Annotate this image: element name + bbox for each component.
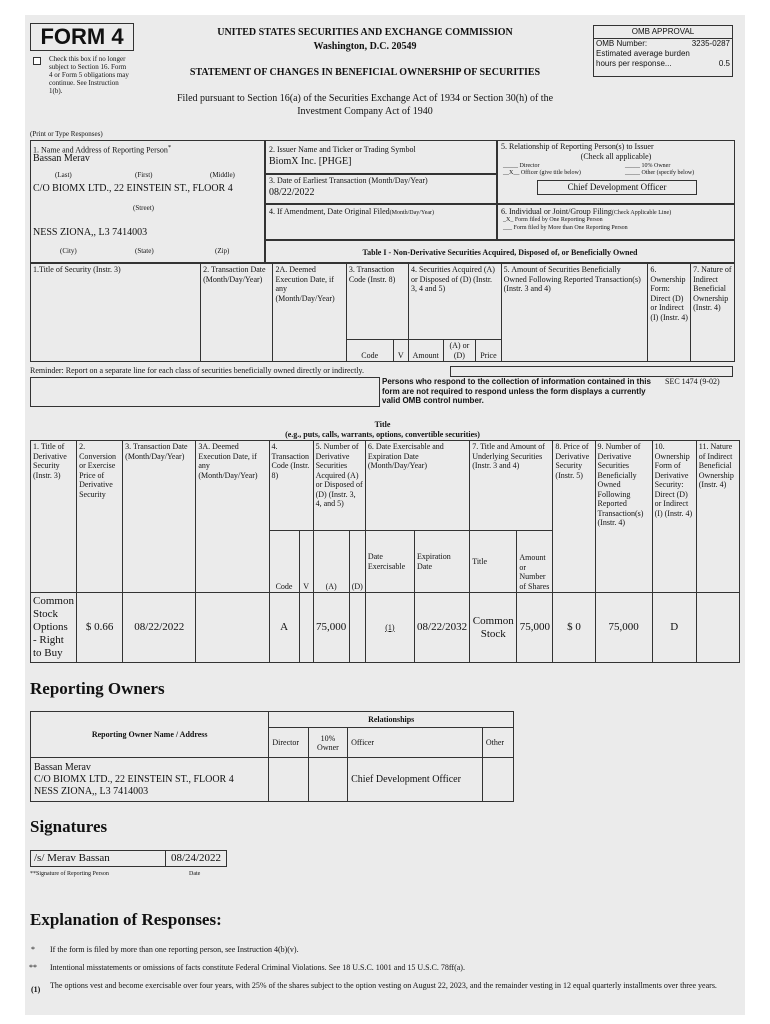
middle-label: (Middle) <box>210 171 235 179</box>
row-owned: 75,000 <box>595 593 652 663</box>
owner-other <box>482 758 513 802</box>
t2-h4: 4. Transaction Code (Instr. 8) <box>269 441 313 531</box>
explanation-heading: Explanation of Responses: <box>30 910 222 929</box>
signature-label: **Signature of Reporting Person <box>30 871 109 877</box>
owner-10pct <box>308 758 347 802</box>
note-3-mark: (1) <box>31 985 41 994</box>
omb-number-label: OMB Number: <box>596 39 648 48</box>
owner10-checkbox[interactable]: _____ 10% Owner <box>625 163 671 169</box>
section-5-sub: (Check all applicable) <box>580 152 652 161</box>
t2-h7: 7. Title and Amount of Underlying Securities (Instr. 3 and 4) <box>470 441 553 531</box>
table-1 <box>30 263 735 362</box>
street-address: C/O BIOMX LTD., 22 EINSTEIN ST., FLOOR 4 <box>33 183 233 194</box>
t1-h2: 2. Transaction Date (Month/Day/Year) <box>201 264 273 362</box>
owner-name: Bassan Merav <box>34 761 91 773</box>
t2-h3a: 3A. Deemed Execution Date, if any (Month/Day/Year) <box>196 441 269 593</box>
t2-h8: 8. Price of Derivative Security (Instr. 5) <box>553 441 595 593</box>
agency-name: UNITED STATES SECURITIES AND EXCHANGE COMMISSION <box>217 27 513 38</box>
last-label: (Last) <box>55 171 72 179</box>
section-2-label: 2. Issuer Name and Ticker or Trading Symbol <box>269 145 416 154</box>
city-address: NESS ZIONA,, L3 7414003 <box>33 227 148 238</box>
section-6-label: 6. Individual or Joint/Group Filing(Check Applicable Line) <box>501 207 672 216</box>
owners-col-10pct: 10% Owner <box>308 728 347 758</box>
t1-code: Code <box>346 340 393 362</box>
section-5-label: 5. Relationship of Reporting Person(s) to Issuer <box>501 142 654 151</box>
t1-h6: 6. Ownership Form: Direct (D) or Indirect (I) (Instr. 4) <box>648 264 691 362</box>
print-type-note: (Print or Type Responses) <box>30 130 103 138</box>
t2-title: Title <box>470 531 517 593</box>
row-conversion-price: $ 0.66 <box>77 593 123 663</box>
sec-form-number: SEC 1474 (9-02) <box>665 377 720 386</box>
reporting-person-name: Bassan Merav <box>33 153 90 164</box>
omb-title: OMB APPROVAL <box>594 26 732 39</box>
t2-h11: 11. Nature of Indirect Beneficial Ownership (Instr. 4) <box>696 441 739 593</box>
row-ownership-form: D <box>652 593 696 663</box>
row-v <box>299 593 313 663</box>
owner-address-line1: C/O BIOMX LTD., 22 EINSTEIN ST., FLOOR 4 <box>34 773 234 785</box>
other-checkbox[interactable]: _____ Other (specify below) <box>625 170 695 176</box>
table-2-subtitle: (e.g., puts, calls, warrants, options, convertible securities) <box>285 430 480 439</box>
filed-pursuant-line1: Filed pursuant to Section 16(a) of the Securities Exchange Act of 1934 or Section 30(h) of the <box>176 93 554 104</box>
zip-label: (Zip) <box>215 247 230 255</box>
omb-approval-box <box>593 25 733 77</box>
owners-col-director: Director <box>269 728 308 758</box>
note-3-text: The options vest and become exercisable over four years, with 25% of the shares subject to the option vesting on August 22, 2023, and the remainder vesting in 12 equal quarterly installments over three years. <box>50 981 717 990</box>
omb-number: 3235-0287 <box>691 39 730 48</box>
row-deemed-date <box>196 593 269 663</box>
table-2 <box>30 440 740 663</box>
form-page <box>25 15 745 1015</box>
signature-date-label: Date <box>189 871 201 877</box>
row-nature <box>696 593 739 663</box>
officer-checkbox[interactable]: __X__ Officer (give title below) <box>503 170 581 176</box>
row-d <box>349 593 365 663</box>
t1-h4: 4. Securities Acquired (A) or Disposed of (D) (Instr. 3, 4 and 5) <box>408 264 501 340</box>
persons-notice: Persons who respond to the collection of information contained in this form are not required to respond unless the form displays a currently valid OMB control number. <box>382 377 651 405</box>
reporting-owners-heading: Reporting Owners <box>30 679 165 698</box>
filing-one-person[interactable]: _X_ Form filed by One Reporting Person <box>503 217 603 223</box>
earliest-transaction-date: 08/22/2022 <box>269 187 315 198</box>
note-1-text: If the form is filed by more than one reporting person, see Instruction 4(b)(v). <box>50 945 299 954</box>
t2-code: Code <box>269 531 299 593</box>
owner-director <box>269 758 308 802</box>
t2-a: (A) <box>313 531 349 593</box>
t2-h1: 1. Title of Derivative Security (Instr. 3) <box>31 441 77 593</box>
owner-address-line2: NESS ZIONA,, L3 7414003 <box>34 785 149 797</box>
section-1-label: 1. Name and Address of Reporting Person* <box>33 144 172 155</box>
persons-left-box <box>30 377 380 407</box>
t1-h1: 1.Title of Security (Instr. 3) <box>31 264 201 362</box>
row-underlying-title: Common Stock <box>470 593 517 663</box>
owners-col-officer: Officer <box>348 728 483 758</box>
agency-location: Washington, D.C. 20549 <box>313 41 417 52</box>
omb-hours: 0.5 <box>718 59 730 68</box>
first-label: (First) <box>135 171 153 179</box>
t1-amount: Amount <box>408 340 443 362</box>
omb-burden-line1: Estimated average burden <box>596 49 690 58</box>
statement-title: STATEMENT OF CHANGES IN BENEFICIAL OWNERSHIP OF SECURITIES <box>189 67 541 78</box>
state-label: (State) <box>135 247 154 255</box>
t1-aord: (A) or (D) <box>443 340 476 362</box>
row-underlying-amount: 75,000 <box>517 593 553 663</box>
t2-d: (D) <box>349 531 365 593</box>
row-transaction-date: 08/22/2022 <box>123 593 196 663</box>
table-row <box>31 593 740 663</box>
t1-h2a: 2A. Deemed Execution Date, if any (Month/Day/Year) <box>273 264 346 362</box>
issuer-name: BiomX Inc. [PHGE] <box>269 156 352 167</box>
reminder-box <box>450 366 733 377</box>
owner-officer-title: Chief Development Officer <box>348 758 483 802</box>
t1-price: Price <box>476 340 501 362</box>
row-amount: 75,000 <box>313 593 349 663</box>
note-1-mark: * <box>31 945 35 954</box>
row-expiration: 08/22/2032 <box>414 593 469 663</box>
row-exercisable-footnote[interactable]: (1) <box>365 593 414 663</box>
t2-h5: 5. Number of Derivative Securities Acquired (A) or Disposed of (D) (Instr. 3, 4, and 5) <box>313 441 365 531</box>
reminder-text: Reminder: Report on a separate line for each class of securities beneficially owned directly or indirectly. <box>30 366 365 375</box>
t2-h10: 10. Ownership Form of Derivative Security: Direct (D) or Indirect (I) (Instr. 4) <box>652 441 696 593</box>
t1-h7: 7. Nature of Indirect Beneficial Ownership (Instr. 4) <box>691 264 735 362</box>
row-code: A <box>269 593 299 663</box>
signatures-heading: Signatures <box>30 817 108 836</box>
form-title: FORM 4 <box>30 23 134 51</box>
note-2-text: Intentional misstatements or omissions of facts constitute Federal Criminal Violations. See 18 U.S.C. 1001 and 15 U.S.C. 78ff(a). <box>50 963 465 972</box>
t2-h3: 3. Transaction Date (Month/Day/Year) <box>123 441 196 593</box>
t1-v: V <box>393 340 408 362</box>
owner-name-address <box>31 758 269 802</box>
section-3-label: 3. Date of Earliest Transaction (Month/Day/Year) <box>269 176 428 185</box>
officer-title: Chief Development Officer <box>537 180 697 195</box>
owners-col-other: Other <box>482 728 513 758</box>
t2-amount-shares: Amount or Number of Shares <box>517 531 553 593</box>
t2-date-exercisable: Date Exercisable <box>365 531 414 593</box>
t1-h3: 3. Transaction Code (Instr. 8) <box>346 264 408 340</box>
row-derivative-price: $ 0 <box>553 593 595 663</box>
filed-pursuant-line2: Investment Company Act of 1940 <box>297 106 433 117</box>
reporting-owners-table <box>30 711 514 802</box>
city-label: (City) <box>60 247 77 255</box>
t2-h2: 2. Conversion or Exercise Price of Derivative Security <box>77 441 123 593</box>
checkbox-label: Check this box if no longer subject to Section 16. Form 4 or Form 5 obligations may continue. See Instruction 1(b). <box>49 55 129 95</box>
owners-relationships: Relationships <box>269 712 514 728</box>
section-4-label: 4. If Amendment, Date Original Filed(Month/Day/Year) <box>269 207 435 216</box>
t2-expiration: Expiration Date <box>414 531 469 593</box>
signature-value: /s/ Merav Bassan <box>30 850 165 867</box>
table-1-title: Table I - Non-Derivative Securities Acquired, Disposed of, or Beneficially Owned <box>362 248 638 257</box>
signature-date: 08/24/2022 <box>165 850 227 867</box>
t2-v: V <box>299 531 313 593</box>
street-label: (Street) <box>133 204 154 212</box>
omb-burden-line2: hours per response... <box>596 59 672 68</box>
t2-h9: 9. Number of Derivative Securities Beneficially Owned Following Reported Transaction(s) (Instr. 4) <box>595 441 652 593</box>
no-longer-subject-checkbox[interactable] <box>33 57 41 65</box>
table-2-title: Title <box>374 420 391 429</box>
t2-h6: 6. Date Exercisable and Expiration Date (Month/Day/Year) <box>365 441 469 531</box>
owners-col-name: Reporting Owner Name / Address <box>31 712 269 758</box>
director-checkbox[interactable]: _____ Director <box>503 163 540 169</box>
table-row <box>31 758 514 802</box>
t1-h5: 5. Amount of Securities Beneficially Owned Following Reported Transaction(s) (Instr. 3 and 4) <box>501 264 648 362</box>
filing-multiple-persons[interactable]: ___ Form filed by More than One Reporting Person <box>503 225 628 231</box>
row-security: Common Stock Options - Right to Buy <box>31 593 77 663</box>
note-2-mark: ** <box>29 963 37 972</box>
